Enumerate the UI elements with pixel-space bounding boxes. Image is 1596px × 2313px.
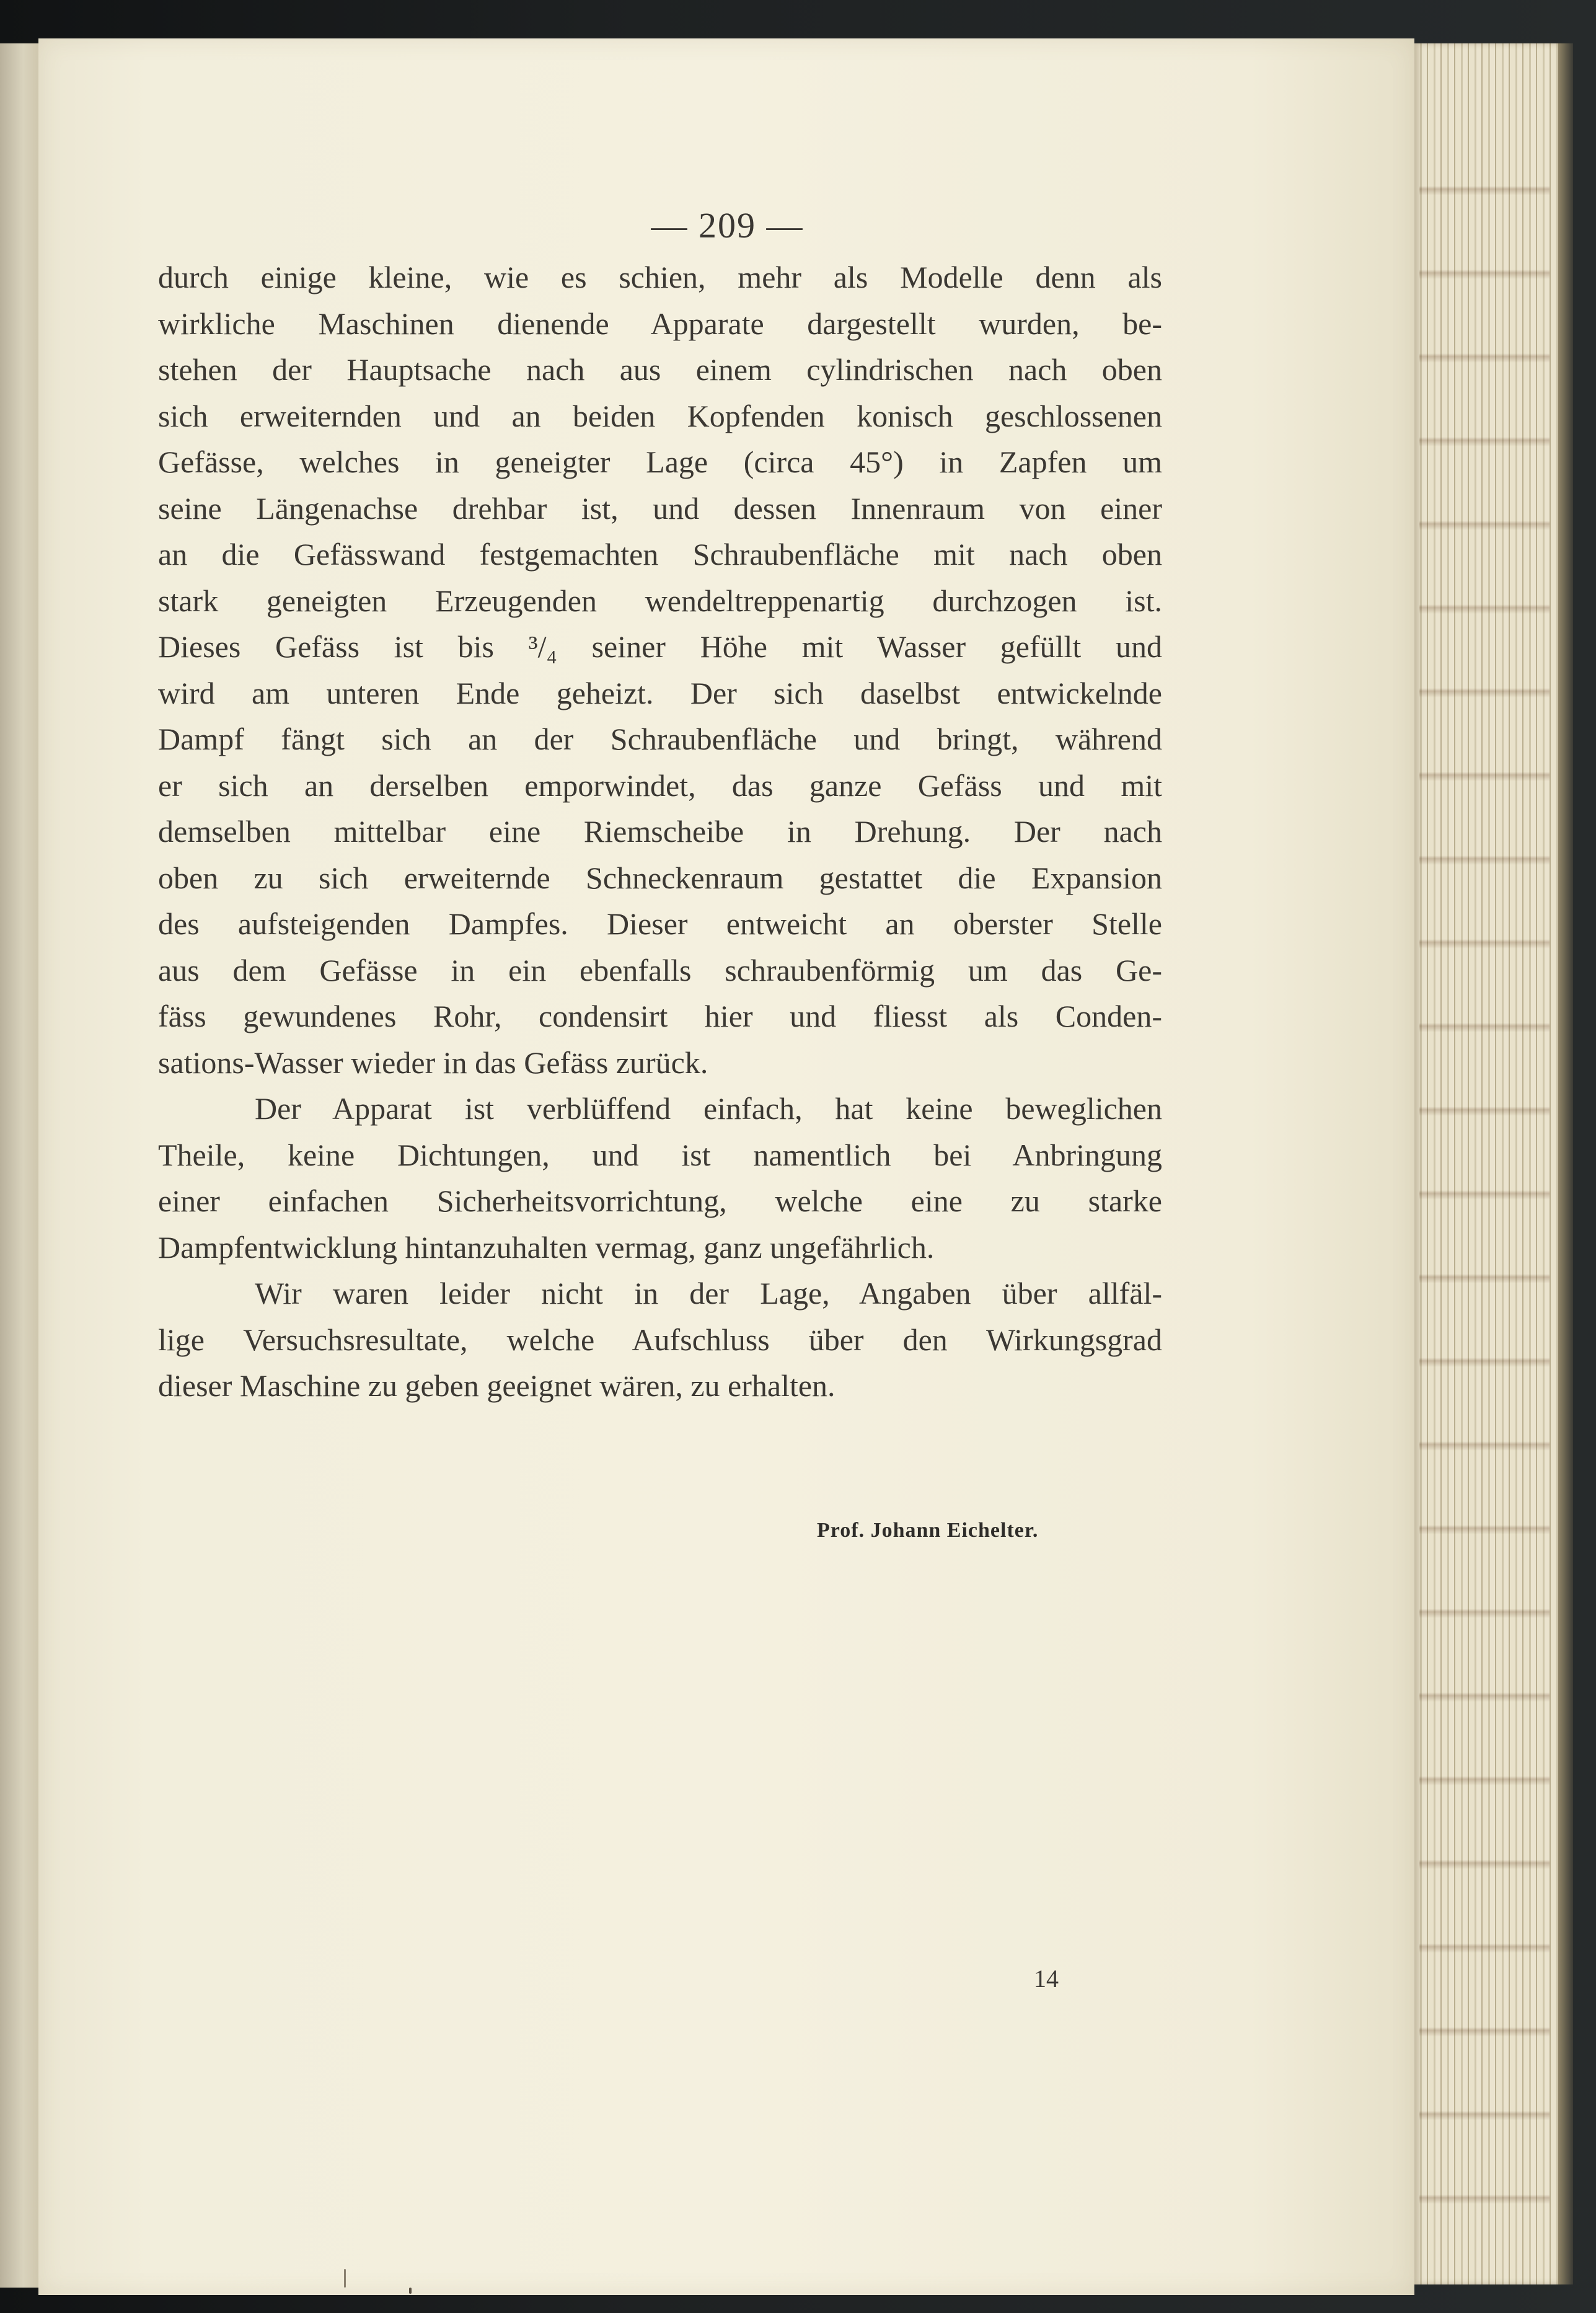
paragraph-1 xyxy=(158,254,1162,1086)
text-line: lige Versuchsresultate, welche Aufschluss über den Wirkungsgrad xyxy=(158,1322,1162,1357)
text-line: einer einfachen Sicherheitsvorrichtung, welche eine zu starke xyxy=(158,1183,1162,1218)
text-line: Gefässe, welches in geneigter Lage (circa 45°) in Zapfen um xyxy=(158,444,1162,479)
paper-speck xyxy=(344,2269,346,2288)
book-spine-shadow xyxy=(1558,43,1573,2284)
text-line: Theile, keine Dichtungen, und ist namentlich bei Anbringung xyxy=(158,1137,1162,1172)
text-line: dieser Maschine zu geben geeignet wären, zu erhalten. xyxy=(158,1368,835,1403)
text-line: durch einige kleine, wie es schien, mehr als Modelle denn als xyxy=(158,260,1162,294)
text-line: an die Gefässwand festgemachten Schraubenfläche mit nach oben xyxy=(158,537,1162,572)
text-line: stark geneigten Erzeugenden wendeltreppenartig durchzogen ist. xyxy=(158,583,1162,618)
text-line: oben zu sich erweiternde Schneckenraum gestattet die Expansion xyxy=(158,860,1162,895)
printer-signature-mark: 14 xyxy=(1034,1965,1059,1992)
author-signature: Prof. Johann Eichelter. xyxy=(817,1519,1039,1542)
paragraph-2 xyxy=(158,1086,1162,1270)
text-line: stehen der Hauptsache nach aus einem cylindrischen nach oben xyxy=(158,352,1162,387)
paragraph-3 xyxy=(158,1270,1162,1409)
text-line: wirkliche Maschinen dienende Apparate dargestellt wurden, be- xyxy=(158,306,1162,341)
text-line: Dieses Gefäss ist bis ³/₄ seiner Höhe mit Wasser gefüllt und xyxy=(158,629,1162,664)
text-line: fäss gewundenes Rohr, condensirt hier und fliesst als Conden- xyxy=(158,999,1162,1033)
page-edge-stains xyxy=(1419,112,1550,2219)
page-number-header: — 209 — xyxy=(651,205,804,245)
text-line: aus dem Gefässe in ein ebenfalls schraubenförmig um das Ge- xyxy=(158,952,1162,988)
body-text xyxy=(158,254,1162,1409)
text-line: des aufsteigenden Dampfes. Dieser entweicht an oberster Stelle xyxy=(158,906,1162,941)
text-line: sations-Wasser wieder in das Gefäss zurück. xyxy=(158,1045,708,1080)
page-header-row xyxy=(0,205,1596,246)
text-line: demselben mittelbar eine Riemscheibe in Drehung. Der nach xyxy=(158,814,1162,849)
paper-speck xyxy=(409,2288,412,2294)
text-line: Der Apparat ist verblüffend einfach, hat keine beweglichen xyxy=(255,1091,1162,1126)
text-line: Wir waren leider nicht in der Lage, Angaben über allfäl- xyxy=(255,1276,1162,1311)
text-line: er sich an derselben emporwindet, das ganze Gefäss und mit xyxy=(158,767,1162,803)
text-line: seine Längenachse drehbar ist, und dessen Innenraum von einer xyxy=(158,490,1162,526)
text-line: Dampf fängt sich an der Schraubenfläche und bringt, während xyxy=(158,722,1162,756)
text-line: Dampfentwicklung hintanzuhalten vermag, ganz ungefährlich. xyxy=(158,1229,935,1265)
previous-page-edge xyxy=(0,43,38,2288)
text-line: wird am unteren Ende geheizt. Der sich daselbst entwickelnde xyxy=(158,675,1162,710)
text-line: sich erweiternden und an beiden Kopfenden konisch geschlossenen xyxy=(158,398,1162,433)
